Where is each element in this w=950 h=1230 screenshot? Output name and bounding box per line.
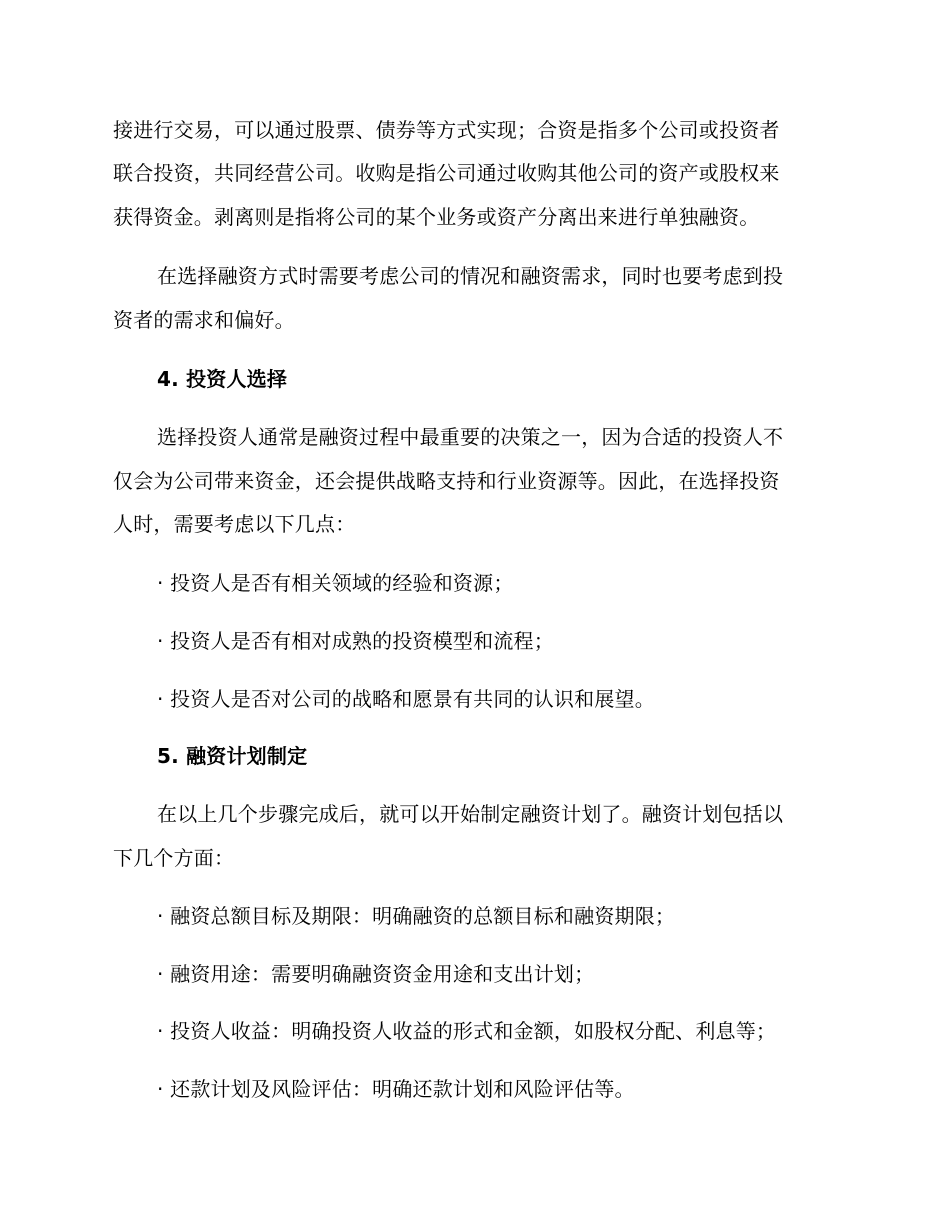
paragraph-line: 联合投资，共同经营公司。收购是指公司通过收购其他公司的资产或股权来 [113,161,780,185]
section-heading: 4. 投资人选择 [157,367,288,391]
paragraph-line: 仅会为公司带来资金，还会提供战略支持和行业资源等。因此，在选择投资 [113,469,780,493]
paragraph-line: 资者的需求和偏好。 [113,308,295,332]
list-item: · 融资总额目标及期限：明确融资的总额目标和融资期限； [157,904,676,928]
paragraph-line: 接进行交易，可以通过股票、债券等方式实现；合资是指多个公司或投资者 [113,118,780,142]
list-item: · 投资人收益：明确投资人收益的形式和金额，如股权分配、利息等； [157,1019,777,1043]
paragraph-line: 在选择融资方式时需要考虑公司的情况和融资需求，同时也要考虑到投 [157,264,784,288]
paragraph-line: 人时，需要考虑以下几点： [113,512,356,536]
list-item: · 投资人是否有相对成熟的投资模型和流程； [157,629,554,653]
paragraph-line: 获得资金。剥离则是指将公司的某个业务或资产分离出来进行单独融资。 [113,205,760,229]
section-heading: 5. 融资计划制定 [157,744,308,768]
paragraph-line: 在以上几个步骤完成后，就可以开始制定融资计划了。融资计划包括以 [157,802,784,826]
list-item: · 融资用途：需要明确融资资金用途和支出计划； [157,962,595,986]
list-item: · 投资人是否对公司的战略和愿景有共同的认识和展望。 [157,687,655,711]
paragraph-line: 下几个方面： [113,846,235,870]
list-item: · 还款计划及风险评估：明确还款计划和风险评估等。 [157,1077,635,1101]
list-item: · 投资人是否有相关领域的经验和资源； [157,571,514,595]
paragraph-line: 选择投资人通常是融资过程中最重要的决策之一，因为合适的投资人不 [157,425,784,449]
